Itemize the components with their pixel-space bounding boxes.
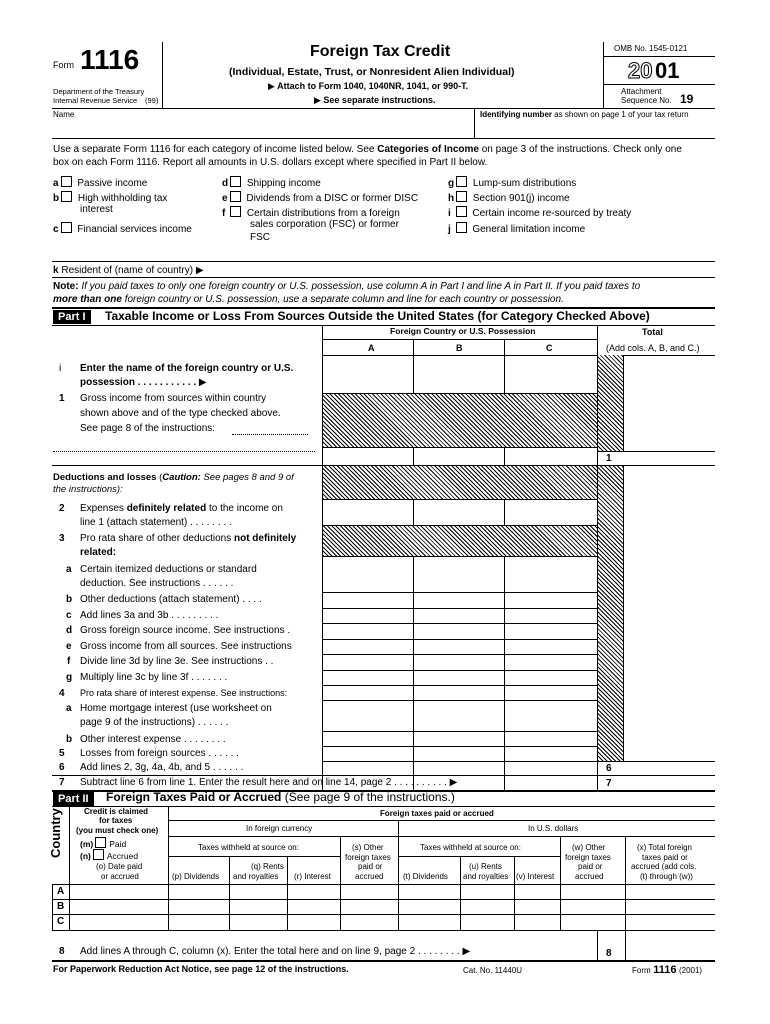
line-3d-text: Gross foreign source income. See instructions . (80, 625, 291, 636)
line-1-num: 1 (59, 393, 65, 404)
col-s-label3: paid or (358, 862, 383, 871)
line-3g-text: Multiply line 3c by line 3f . . . . . . . (80, 672, 228, 683)
intro-line2: box on each Form 1116. Report all amounts in U.S. dollars except where specified in Part II below. (53, 157, 488, 168)
date-paid-label2: or accrued (101, 872, 139, 881)
attach-line: ▶ Attach to Form 1040, 1040NR, 1041, or 990-T. (268, 81, 469, 91)
line-3-text2: related: (80, 547, 117, 558)
line-4b-text: Other interest expense . . . . . . . . (80, 734, 226, 745)
hatch-deductions (323, 465, 597, 499)
col-b-label: B (456, 343, 463, 353)
category-b-line2: interest (80, 204, 113, 215)
form-title: Foreign Tax Credit (310, 43, 451, 60)
checkbox-i (456, 206, 467, 217)
col-q-label2: and royalties (233, 872, 279, 881)
line-6-text: Add lines 2, 3g, 4a, 4b, and 5 . . . . . . (80, 762, 244, 773)
col-t-label: (t) Dividends (403, 872, 448, 881)
line-6-box: 6 (606, 763, 612, 774)
line-5-text: Losses from foreign sources . . . . . . (80, 748, 239, 759)
col-x-label2: taxes paid or (642, 853, 688, 862)
withheld-label-us: Taxes withheld at source on: (420, 843, 521, 852)
row-c-label: C (57, 916, 65, 927)
name-field[interactable] (53, 120, 473, 136)
checkbox-e (230, 191, 241, 202)
category-f-line3: FSC (250, 232, 270, 243)
category-e[interactable]: e Dividends from a DISC or former DISC (222, 193, 419, 204)
line-1-text1: Gross income from sources within country (80, 393, 267, 404)
line-3-text1: Pro rata share of other deductions not definitely (80, 533, 297, 544)
country-name-c[interactable] (506, 357, 596, 392)
col-x-label4: (t) through (w)) (640, 872, 693, 881)
category-f[interactable]: f Certain distributions from a foreign (222, 208, 400, 219)
row-a-label: A (57, 886, 65, 897)
line-3a-text2: deduction. See instructions . . . . . . (80, 578, 234, 589)
us-dollars-label: In U.S. dollars (528, 824, 579, 833)
part1-badge: Part I (53, 310, 91, 324)
line-8-box: 8 (606, 948, 612, 959)
form-subtitle: (Individual, Estate, Trust, or Nonresident Alien Individual) (229, 66, 515, 78)
category-h[interactable]: h Section 901(j) income (448, 193, 570, 204)
total-sublabel: (Add cols. A, B, and C.) (606, 343, 700, 353)
checkbox-b (61, 191, 72, 202)
checkbox-d (230, 176, 241, 187)
hatch-total-middle (598, 465, 623, 761)
sequence-label: Sequence No. (621, 96, 672, 105)
line-1-box: 1 (606, 453, 612, 464)
line1-total-field[interactable] (624, 453, 714, 464)
country-label: Country (48, 808, 63, 858)
deductions-title2: the instructions): (53, 484, 123, 495)
dept-code: (99) (145, 96, 159, 105)
col-x-label3: accrued (add cols. (631, 862, 697, 871)
credit-label1: Credit is claimed (84, 807, 149, 816)
line-7-box: 7 (606, 778, 612, 789)
col-q-label1: (q) Rents (251, 862, 284, 871)
hatch-line3 (323, 525, 597, 556)
hatch-total-top (598, 355, 623, 451)
year-bold: 01 (655, 58, 680, 83)
checkbox-a (61, 176, 72, 187)
resident-country-field[interactable] (230, 264, 714, 277)
footer-form: Form 1116 (2001) (632, 964, 703, 976)
note-line2: more than one foreign country or U.S. possession, use a separate column and line for each country or possession. (53, 294, 564, 305)
line-1-text3: See page 8 of the instructions: (80, 423, 216, 434)
line-3c-text: Add lines 3a and 3b . . . . . . . . . (80, 610, 219, 621)
line-4-text: Pro rata share of interest expense. See instructions: (80, 688, 288, 698)
part1-title: Taxable Income or Loss From Sources Outside the United States (for Category Checked Above) (105, 309, 650, 323)
identifying-number-label: Identifying number as shown on page 1 of your tax return (480, 110, 689, 119)
col-w-label4: accrued (575, 872, 604, 881)
line-8-text: Add lines A through C, column (x). Enter the total here and on line 9, page 2 . . . . . . . . ▶ (80, 946, 471, 957)
resident-line: k Resident of (name of country) ▶ (53, 265, 204, 276)
taxes-group-label: Foreign taxes paid or accrued (380, 809, 494, 818)
category-c[interactable]: c Financial services income (53, 224, 192, 235)
year-outline: 20 (628, 58, 653, 83)
category-b[interactable]: b High withholding tax (53, 193, 168, 204)
omb-number: OMB No. 1545-0121 (614, 44, 688, 53)
foreign-currency-label: In foreign currency (246, 824, 313, 833)
col-r-label: (r) Interest (294, 872, 331, 881)
name-label: Name (53, 110, 75, 119)
line-4a-text1: Home mortgage interest (use worksheet on (80, 703, 272, 714)
accrued-checkbox[interactable]: (n) Accrued (80, 851, 139, 861)
checkbox-g (456, 176, 467, 187)
withheld-label-foreign: Taxes withheld at source on: (198, 843, 299, 852)
paperwork-notice: For Paperwork Reduction Act Notice, see page 12 of the instructions. (53, 964, 349, 974)
line-1-text2: shown above and of the type checked above. (80, 408, 281, 419)
form-number: 1116 (80, 44, 140, 75)
total-label: Total (642, 327, 663, 337)
line-2-text2: line 1 (attach statement) . . . . . . . . (80, 517, 232, 528)
note-line1: Note: If you paid taxes to only one foreign country or U.S. possession, use column A in Part I and line A in Part II. If you paid taxes to (53, 281, 641, 292)
category-g[interactable]: g Lump-sum distributions (448, 178, 577, 189)
dept-line1: Department of the Treasury (53, 87, 145, 96)
country-name-b[interactable] (415, 357, 503, 392)
col-group-label: Foreign Country or U.S. Possession (390, 326, 536, 336)
form-label: Form (53, 60, 74, 70)
hatch-line1 (323, 393, 597, 447)
col-p-label: (p) Dividends (172, 872, 220, 881)
attachment-label: Attachment (621, 87, 662, 96)
col-c-label: C (546, 343, 553, 353)
col-u-label2: and royalties (463, 872, 509, 881)
cat-number: Cat. No. 11440U (463, 966, 522, 975)
col-v-label: (v) Interest (516, 872, 555, 881)
line-7-text: Subtract line 6 from line 1. Enter the result here and on line 14, page 2 . . . . . . . . . . ▶ (80, 777, 458, 788)
category-a[interactable]: a Passive income (53, 178, 148, 189)
line-3b-text: Other deductions (attach statement) . . . . (80, 594, 262, 605)
line-i-text1: Enter the name of the foreign country or U.S. (80, 363, 294, 374)
col-w-label2: foreign taxes (565, 853, 611, 862)
part2-badge: Part II (53, 792, 94, 806)
checkbox-h (456, 191, 467, 202)
line8-total-field[interactable] (627, 932, 714, 959)
col-s-label2: foreign taxes (345, 853, 391, 862)
country-name-a[interactable] (324, 357, 412, 392)
category-d[interactable]: d Shipping income (222, 178, 321, 189)
line-2-text1: Expenses definitely related to the income on (80, 503, 283, 514)
line-3e-text: Gross income from all sources. See instructions (80, 641, 292, 652)
col-s-label1: (s) Other (352, 843, 384, 852)
checkbox-j (456, 222, 467, 233)
col-w-label1: (w) Other (572, 843, 606, 852)
col-u-label1: (u) Rents (469, 862, 502, 871)
line-3a-text1: Certain itemized deductions or standard (80, 564, 257, 575)
checkbox-c (61, 222, 72, 233)
row-b-label: B (57, 901, 65, 912)
col-s-label4: accrued (355, 872, 384, 881)
category-i[interactable]: i Certain income re-sourced by treaty (448, 208, 632, 219)
sequence-number: 19 (680, 92, 694, 106)
line-3f-text: Divide line 3d by line 3e. See instructions . . (80, 656, 274, 667)
credit-label2: for taxes (99, 816, 133, 825)
category-j[interactable]: j General limitation income (448, 224, 586, 235)
date-paid-label1: (o) Date paid (96, 862, 143, 871)
credit-label3: (you must check one) (76, 826, 159, 835)
identifying-number-field[interactable] (478, 122, 714, 137)
line-i-text2: possession . . . . . . . . . . . ▶ (80, 377, 207, 388)
col-x-label1: (x) Total foreign (637, 843, 692, 852)
line-i-num: i (59, 363, 62, 374)
col-w-label3: paid or (578, 862, 603, 871)
line-4a-text2: page 9 of the instructions) . . . . . . (80, 717, 229, 728)
deductions-title: Deductions and losses (Caution: See pages 8 and 9 of (53, 472, 294, 483)
intro-line1: Use a separate Form 1116 for each category of income listed below. See Categories of Income on page 3 of the instructions. Check only one (53, 144, 682, 155)
line6-total-field[interactable] (624, 763, 714, 774)
part2-row-inputs[interactable] (70, 885, 167, 929)
dept-line2: Internal Revenue Service (53, 96, 138, 105)
line7-total-field[interactable] (624, 777, 714, 789)
paid-checkbox[interactable]: (m) Paid (80, 839, 127, 849)
see-instructions: ▶ See separate instructions. (314, 95, 436, 105)
col-a-label: A (368, 343, 375, 353)
checkbox-f (230, 206, 241, 217)
part2-title: Foreign Taxes Paid or Accrued (See page 9 of the instructions.) (106, 790, 455, 804)
category-f-line2: sales corporation (FSC) or former (250, 219, 399, 230)
